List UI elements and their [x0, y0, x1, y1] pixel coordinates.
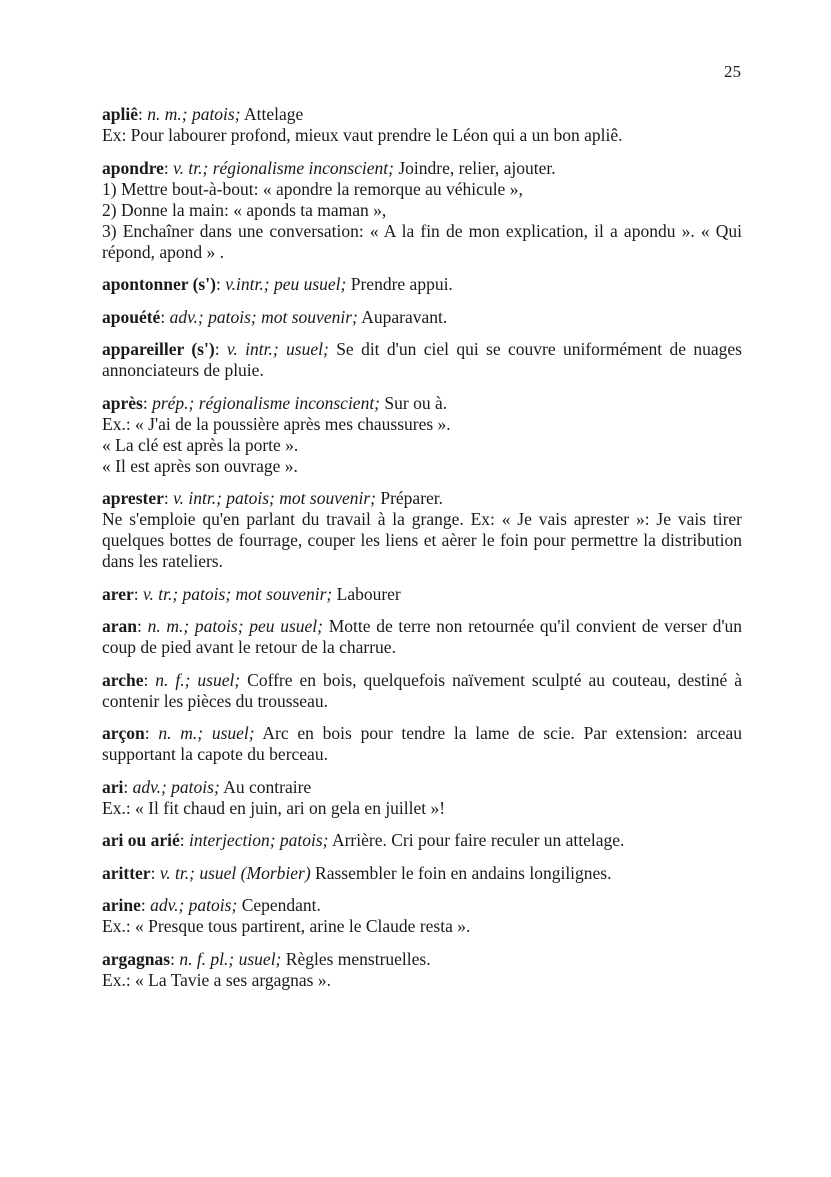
- headword-colon: :: [150, 862, 160, 883]
- entry-head-line: [102, 670, 742, 712]
- grammar-note: n. f.; usuel;: [155, 669, 241, 690]
- entry-head-line: [102, 723, 742, 765]
- headword-colon: :: [214, 339, 227, 359]
- headword-colon: :: [137, 104, 148, 124]
- headword: apliê: [102, 104, 138, 124]
- entry-head-line: [102, 777, 742, 798]
- dictionary-entry: [102, 863, 742, 884]
- grammar-note: n. f. pl.; usuel;: [179, 948, 282, 969]
- definition: Rassembler le foin en andains longilignes.: [315, 862, 612, 883]
- headword-colon: :: [170, 948, 180, 969]
- entry-head-line: [102, 863, 742, 884]
- dictionary-entry: [102, 488, 742, 572]
- dictionary-entry: [102, 723, 742, 765]
- entry-line: 3) Enchaîner dans une conversation: « A la fin de mon explication, il a apondu ». « Qui répond, apond » .: [102, 220, 742, 262]
- entry-head-line: [102, 616, 742, 658]
- dictionary-entry: [102, 584, 742, 605]
- entry-head-line: [102, 274, 742, 295]
- headword: arer: [102, 583, 134, 604]
- definition: Coffre en bois, quelquefois naïvement sculpté au couteau, destiné à contenir les pièces du trousseau.: [102, 669, 742, 711]
- headword: arche: [102, 669, 144, 690]
- headword-colon: :: [137, 616, 148, 636]
- headword-colon: :: [160, 306, 170, 327]
- entry-head-line: [102, 830, 742, 851]
- headword: ari ou arié: [102, 830, 180, 850]
- entry-line: Ex.: « Presque tous partirent, arine le Claude resta ».: [102, 916, 471, 936]
- grammar-note: v. tr.; usuel (Morbier): [159, 862, 311, 883]
- headword: argagnas: [102, 948, 171, 969]
- entry-line: « La clé est après la porte ».: [102, 434, 299, 455]
- grammar-note: n. m.; usuel;: [158, 723, 255, 743]
- headword: apondre: [102, 157, 164, 178]
- dictionary-entry: [102, 670, 742, 712]
- headword-colon: :: [163, 488, 174, 508]
- entry-head-line: [102, 393, 742, 414]
- definition: Au contraire: [223, 776, 312, 797]
- dictionary-entry: [102, 339, 742, 381]
- entry-line: 2) Donne la main: « aponds ta maman »,: [102, 199, 387, 220]
- entry-head-line: [102, 584, 742, 605]
- headword-colon: :: [179, 830, 190, 850]
- grammar-note: n. m.; patois; peu usuel;: [147, 616, 323, 636]
- dictionary-entry: [102, 307, 742, 328]
- headword: aritter: [102, 862, 151, 883]
- definition: Joindre, relier, ajouter.: [398, 157, 556, 178]
- grammar-note: v. intr.; patois; mot souvenir;: [173, 488, 376, 508]
- definition: Arc en bois pour tendre la lame de scie. Par extension: arceau supportant la capote du berceau.: [102, 723, 742, 764]
- dictionary-entry: [102, 777, 742, 819]
- dictionary-entry: [102, 104, 742, 146]
- grammar-note: prép.; régionalisme inconscient;: [152, 392, 381, 413]
- definition: Préparer.: [380, 488, 444, 508]
- grammar-note: interjection; patois;: [189, 830, 329, 850]
- entry-head-line: [102, 949, 742, 970]
- definition: Auparavant.: [361, 306, 448, 327]
- grammar-note: v. intr.; usuel;: [226, 339, 329, 359]
- entry-line: Ex.: « La Tavie a ses argagnas ».: [102, 969, 331, 990]
- headword: après: [102, 392, 143, 413]
- dictionary-entry: [102, 616, 742, 658]
- dictionary-entry: [102, 830, 742, 851]
- entry-line: Ex.: « J'ai de la poussière après mes chaussures ».: [102, 413, 451, 434]
- entry-line: « Il est après son ouvrage ».: [102, 455, 298, 476]
- headword-colon: :: [143, 669, 156, 690]
- headword: appareiller (s'): [102, 339, 215, 359]
- grammar-note: v. tr.; patois; mot souvenir;: [143, 583, 333, 604]
- entry-head-line: [102, 895, 742, 916]
- grammar-note: v. tr.; régionalisme inconscient;: [173, 157, 394, 178]
- definition: Prendre appui.: [350, 274, 453, 294]
- entry-head-line: [102, 104, 742, 125]
- headword-colon: :: [215, 274, 226, 294]
- dictionary-entry: [102, 274, 742, 295]
- entry-head-line: [102, 158, 742, 179]
- grammar-note: n. m.; patois;: [147, 104, 241, 124]
- headword-colon: :: [144, 723, 159, 743]
- dictionary-entry: [102, 393, 742, 477]
- definition: Labourer: [336, 583, 401, 604]
- headword: arçon: [102, 723, 145, 743]
- headword: aran: [102, 616, 137, 636]
- grammar-note: adv.; patois;: [150, 895, 238, 915]
- definition: Attelage: [243, 104, 304, 124]
- entry-head-line: [102, 339, 742, 381]
- headword: apouété: [102, 306, 161, 327]
- entry-head-line: [102, 307, 742, 328]
- grammar-note: adv.; patois;: [132, 776, 220, 797]
- dictionary-entries: [102, 104, 742, 1002]
- headword-colon: :: [123, 776, 133, 797]
- entry-line: 1) Mettre bout-à-bout: « apondre la remorque au véhicule »,: [102, 178, 523, 199]
- headword: aprester: [102, 488, 164, 508]
- headword: apontonner (s'): [102, 274, 216, 294]
- definition: Règles menstruelles.: [285, 948, 431, 969]
- entry-line: Ne s'emploie qu'en parlant du travail à la grange. Ex: « Je vais aprester »: Je vais tirer quelques bottes de fourrage, couper les liens et aèrer le foin pour permettre la distribution dans les rateliers.: [102, 509, 742, 571]
- page-number: 25: [724, 62, 741, 81]
- headword: ari: [102, 776, 124, 797]
- definition: Se dit d'un ciel qui se couvre uniformément de nuages annonciateurs de pluie.: [102, 339, 742, 380]
- grammar-note: adv.; patois; mot souvenir;: [169, 306, 358, 327]
- headword-colon: :: [163, 157, 174, 178]
- definition: Sur ou à.: [384, 392, 448, 413]
- headword-colon: :: [133, 583, 143, 604]
- headword-colon: :: [142, 392, 153, 413]
- entry-line: Ex.: « Il fit chaud en juin, ari on gela en juillet »!: [102, 797, 446, 818]
- definition: Arrière. Cri pour faire reculer un attelage.: [331, 830, 625, 850]
- definition: Motte de terre non retournée qu'il convient de verser d'un coup de pied avant le retour de la charrue.: [102, 616, 742, 657]
- dictionary-entry: [102, 895, 742, 937]
- entry-head-line: [102, 488, 742, 509]
- entry-line: Ex: Pour labourer profond, mieux vaut prendre le Léon qui a un bon apliê.: [102, 125, 623, 145]
- dictionary-entry: [102, 158, 742, 263]
- headword-colon: :: [140, 895, 151, 915]
- dictionary-entry: [102, 949, 742, 991]
- grammar-note: v.intr.; peu usuel;: [225, 274, 347, 294]
- definition: Cependant.: [241, 895, 321, 915]
- headword: arine: [102, 895, 141, 915]
